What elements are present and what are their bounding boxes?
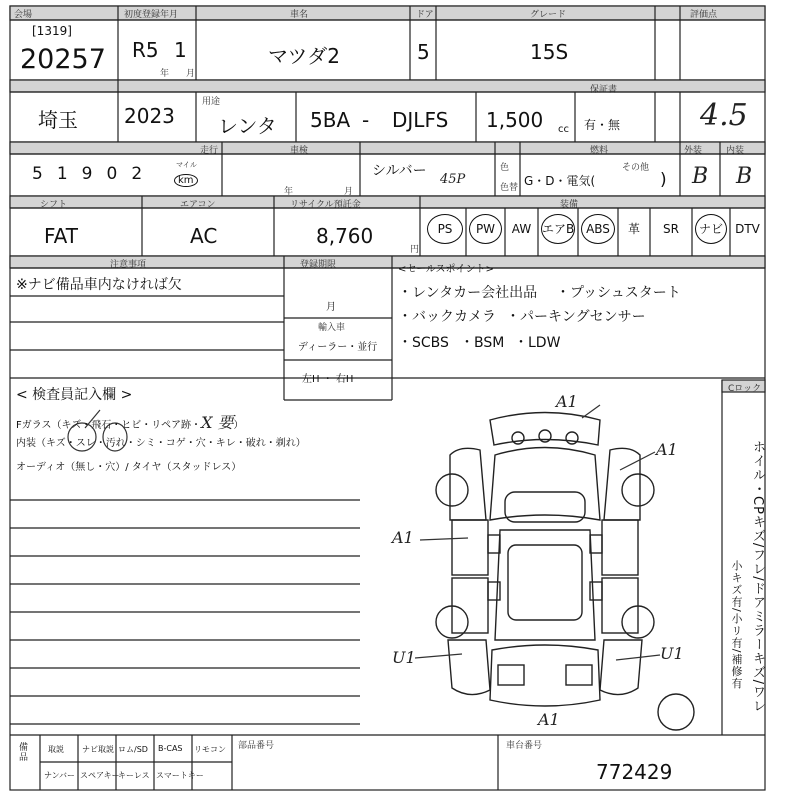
usage-value: レンタ — [218, 114, 277, 138]
inspection-label: 車検 — [290, 146, 309, 156]
inspector-title: < 検査員記入欄 > — [16, 387, 133, 403]
equipment-item — [578, 214, 618, 244]
usage-label: 用途 — [202, 97, 221, 107]
damage-mark-front-right: U1 — [660, 644, 684, 663]
grade-value: 15S — [530, 40, 569, 64]
interior-label: 内装 — [726, 146, 745, 156]
mileage-digits — [32, 164, 156, 184]
recycle-label: リサイクル預託金 — [290, 200, 361, 210]
car-outline-diagram — [436, 413, 694, 731]
sales-point: ・プッシュスタート — [556, 285, 681, 301]
footer-item: 取説 — [48, 745, 64, 754]
sales-points-title: <セールスポイント> — [398, 264, 494, 275]
equipment-label: ナビ — [695, 214, 727, 244]
equipment-label: AW — [511, 222, 532, 236]
fuel-other-label: その他 — [622, 163, 650, 173]
mileage-digit: 1 — [56, 164, 82, 184]
door-label: ドア — [416, 10, 434, 20]
equipment-label: PS — [427, 214, 463, 244]
era-year: R5 — [132, 38, 159, 62]
equipment-label: ABS — [581, 214, 615, 244]
color-code: 45P — [440, 172, 466, 187]
equipment-label: 装備 — [560, 200, 579, 210]
notes-text: ※ナビ備品車内なければ欠 — [16, 277, 182, 293]
month-unit: 月 — [186, 69, 196, 79]
damage-legend-2: 小キズ有/小リ有/補修有 — [730, 560, 743, 690]
footer-item: スペアキー — [80, 771, 120, 780]
damage-mark-left: A1 — [392, 528, 414, 547]
import-options: ディーラー・並行 — [298, 342, 378, 353]
color-value: シルバー — [372, 163, 427, 179]
car-name: マツダ2 — [268, 44, 340, 68]
shift-label: シフト — [40, 200, 68, 210]
chassis-number: 772429 — [596, 760, 673, 784]
ac-value: AC — [190, 224, 218, 248]
registration-label: 登録期限 — [300, 260, 337, 270]
notes-title: 注意事項 — [110, 260, 147, 270]
warranty-value: 有・無 — [584, 118, 621, 132]
sales-point: ・パーキングセンサー — [506, 309, 646, 325]
inspection-year: 年 — [284, 187, 294, 197]
first-reg-label: 初度登録年月 — [124, 10, 179, 20]
steering-options: 左H ・ 右H — [302, 374, 354, 385]
doors-value: 5 — [417, 40, 430, 64]
mileage-digit: 5 — [32, 164, 57, 184]
cc-unit: cc — [558, 124, 569, 135]
equipment-item — [424, 214, 466, 244]
rating-label: 評価点 — [690, 10, 718, 20]
registration-month: 月 — [326, 302, 336, 313]
parts-number-label: 部品番号 — [238, 741, 275, 751]
sales-point: ・バックカメラ — [398, 309, 496, 325]
footer-side-label: 備品 — [17, 742, 27, 762]
interior-grade: B — [736, 164, 753, 189]
mileage-digit: 2 — [131, 164, 157, 184]
fuel-label: 燃料 — [590, 146, 609, 156]
chassis-label: 車台番号 — [506, 741, 543, 751]
equipment-item — [730, 214, 765, 245]
inspector-line-interior: 内装（キズ・スレ・汚れ・シミ・コゲ・穴・キレ・破れ・剃れ） — [16, 438, 306, 449]
damage-legend: ホイル・CPキズ/フレ/ドアミラーキズ/ワレ — [750, 440, 765, 714]
footer-item: ナビ取説 — [82, 745, 114, 754]
fuel-value: G・D・電気( — [524, 174, 596, 188]
model-dash: - — [362, 108, 370, 132]
c-lock-label: Cロック — [728, 384, 762, 394]
footer-item: ロム/SD — [118, 745, 148, 754]
km-unit: km — [174, 174, 198, 187]
damage-mark-rear-right: A1 — [656, 440, 678, 459]
inspector-line-glass — [16, 410, 244, 433]
equipment-label: DTV — [735, 222, 760, 236]
equipment-item — [618, 214, 650, 245]
glass-text: Fガラス（キズ・飛石・ヒビ・リペア跡・ — [16, 420, 202, 431]
mile-unit: マイル — [176, 161, 197, 169]
yen-unit: 円 — [410, 245, 420, 255]
color-label: 色 — [500, 163, 510, 173]
footer-item: リモコン — [194, 745, 226, 754]
equipment-item — [466, 214, 505, 244]
grade-label: グレード — [530, 10, 567, 20]
recycle-value: 8,760 — [316, 224, 374, 248]
prefecture: 埼玉 — [38, 108, 78, 132]
rating-value: 4.5 — [700, 98, 748, 133]
lot-code: [1319] — [32, 24, 72, 38]
equipment-label: PW — [469, 214, 502, 244]
equipment-label: エアB — [541, 214, 575, 244]
import-label: 輸入車 — [318, 323, 346, 333]
sales-point: ・SCBS — [398, 335, 449, 351]
inspection-month: 月 — [344, 187, 354, 197]
equipment-item — [505, 214, 538, 245]
car-name-label: 車名 — [290, 10, 309, 20]
shift-value: FAT — [44, 224, 79, 248]
inspector-line-audio: オーディオ（無し・穴）/ タイヤ（スタッドレス） — [16, 462, 242, 473]
equipment-item — [538, 214, 578, 244]
color-change-label: 色替 — [500, 183, 519, 193]
glass-mark: X 要 — [201, 413, 234, 432]
lot-number: 20257 — [20, 44, 106, 75]
fuel-close: ) — [660, 170, 667, 190]
footer-item: スマートキー — [156, 771, 204, 780]
mileage-digit: 0 — [106, 164, 132, 184]
footer-item: B-CAS — [158, 744, 183, 753]
equipment-item — [692, 214, 730, 244]
equipment-label: 革 — [627, 222, 640, 236]
footer-item: キーレス — [118, 771, 150, 780]
equipment-label: SR — [663, 222, 679, 236]
model-code: DJLFS — [392, 108, 449, 132]
mileage-digit: 9 — [81, 164, 107, 184]
sales-point: ・LDW — [514, 335, 561, 351]
sales-point: ・レンタカー会社出品 — [398, 285, 538, 301]
model-year: 2023 — [124, 104, 175, 128]
footer-item: ナンバー — [44, 771, 76, 780]
exterior-grade: B — [692, 164, 709, 189]
damage-mark-front: A1 — [538, 710, 560, 729]
damage-mark-rear: A1 — [556, 392, 578, 411]
ac-label: エアコン — [180, 200, 216, 210]
displacement: 1,500 — [486, 108, 544, 132]
exterior-label: 外装 — [684, 146, 703, 156]
model-prefix: 5BA — [310, 108, 351, 132]
equipment-item — [650, 214, 692, 245]
damage-mark-front-left: U1 — [392, 648, 416, 667]
mileage-label: 走行 — [200, 146, 219, 156]
warranty-label: 保証書 — [590, 85, 618, 95]
reg-month: 1 — [174, 38, 187, 62]
glass-close: ） — [233, 420, 244, 431]
year-unit: 年 — [160, 69, 170, 79]
sales-point: ・BSM — [460, 335, 505, 351]
venue-label: 会場 — [14, 10, 33, 20]
